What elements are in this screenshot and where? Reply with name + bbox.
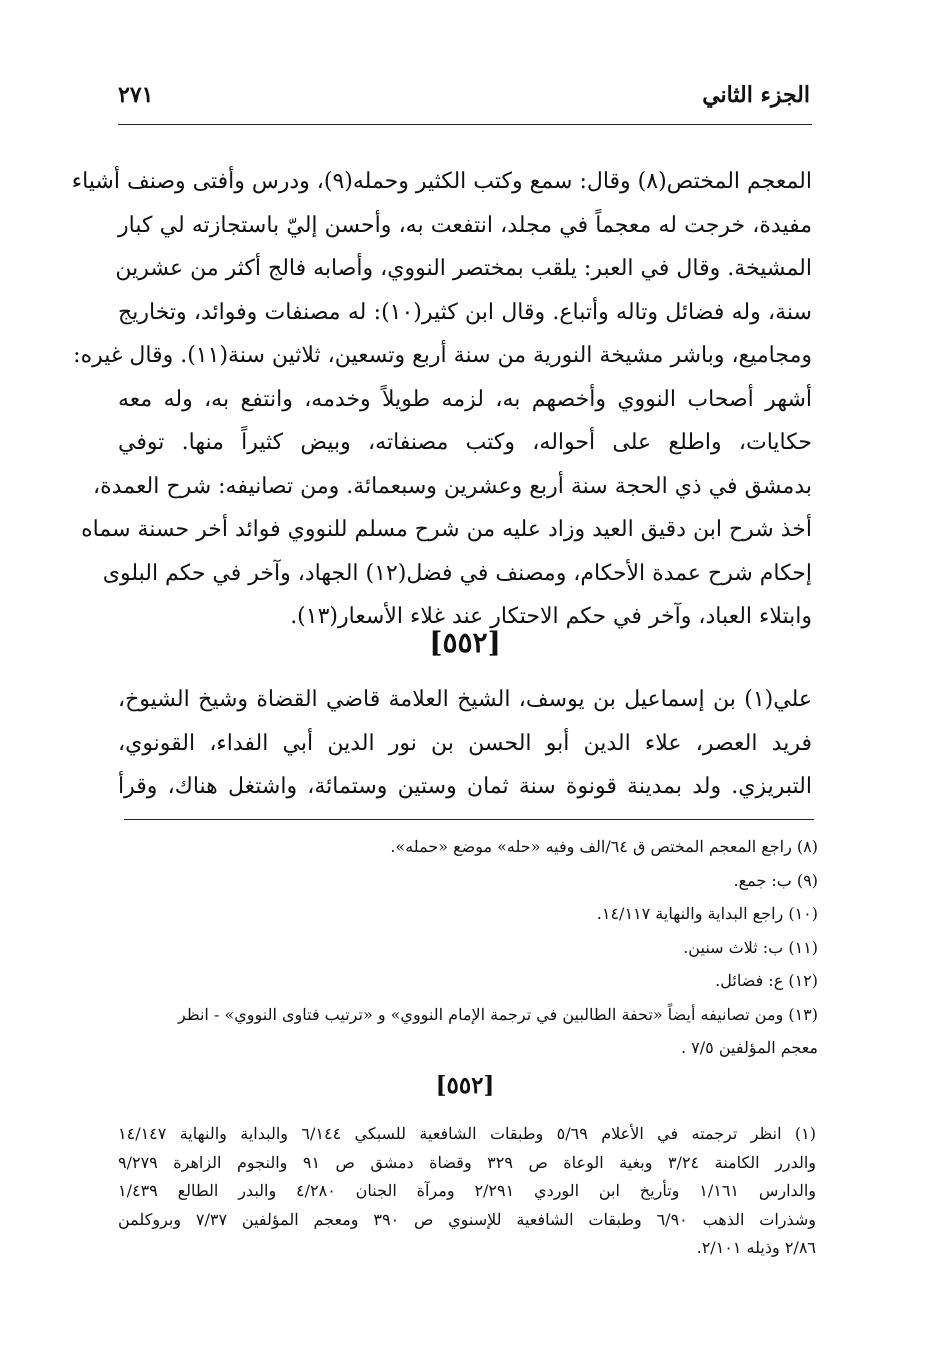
footnote: (١١) ب: ثلاث سنين. [683, 937, 818, 957]
main-text [71, 160, 812, 639]
reference-line: وشذرات الذهب ٦/٩٠ وطبقات الشافعية للإسنوي ص ٣٩٠ ومعجم المؤلفين ٧/٣٧ وبروكلمن [118, 1209, 817, 1229]
text-line: المشيخة. وقال في العبر: يلقب بمختصر النووي، وأصابه فالج أكثر من عشرين [115, 256, 812, 281]
footnotes [118, 830, 818, 1065]
reference-line: والدرر الكامنة ٣/٢٤ وبغية الوعاة ص ٣٢٩ وقضاة دمشق ص ٩١ والنجوم الزاهرة ٩/٢٧٩ [118, 1152, 817, 1172]
text-line: مفيدة، خرجت له معجماً في مجلد، انتفعت به، وأحسن إليّ باستجازته لي كبار [118, 212, 812, 238]
footnote: (١٠) راجع البداية والنهاية ١٤/١١٧. [596, 904, 818, 923]
text-line: المعجم المختص(٨) وقال: سمع وكتب الكثير وحمله(٩)، ودرس وأفتى وصنف أشياء [71, 169, 812, 194]
footnote: (٨) راجع المعجم المختص ق ٦٤/الف وفيه «حله» موضع «حمله». [390, 837, 818, 856]
text-line: أخذ شرح ابن دقيق العيد وزاد عليه من شرح مسلم للنووي فوائد أخر حسنة سماه [81, 517, 812, 542]
text-line: حكايات، واطلع على أحواله، وكتب مصنفاته، وبيض كثيراً منها. توفي [118, 430, 812, 455]
reference-line: (١) انظر ترجمته في الأعلام ٥/٦٩ وطبقات الشافعية للسبكي ٦/١٤٤ والبداية والنهاية ١٤/١٤٧ [118, 1124, 817, 1143]
footnote-entry-number: [٥٥٢] [435, 1072, 495, 1099]
entry-number: [٥٥٢] [429, 626, 501, 659]
text-line: ومجاميع، وباشر مشيخة النورية من سنة أربع وتسعين، ثلاثين سنة(١١). وقال غيره: [73, 343, 812, 368]
header-rule [118, 124, 812, 125]
text-line: أشهر أصحاب النووي وأخصهم به، لزمه طويلاً وخدمه، وانتفع به، وله معه [118, 386, 812, 412]
entry-references [118, 1120, 816, 1263]
running-header [118, 82, 810, 122]
text-line: إحكام شرح عمدة الأحكام، ومصنف في فضل(١٢) الجهاد، وآخر في حكم البلوى [102, 560, 812, 586]
footnote: (١٣) ومن تصانيفه أيضاً «تحفة الطالبين في ترجمة الإمام النووي» و «ترتيب فتاوى النووي» - انظر [178, 1004, 818, 1024]
page-number: ٢٧١ [118, 82, 154, 108]
reference-line: والدارس ١/١٦١ وتأريخ ابن الوردي ٢/٢٩١ ومرآة الجنان ٤/٢٨٠ والبدر الطالع ١/٤٣٩ [118, 1181, 817, 1200]
footnote-rule [124, 819, 814, 820]
entry-text [118, 678, 812, 809]
text-line: فريد العصر، علاء الدين أبو الحسن بن نور الدين أبي الفداء، القونوي، [118, 730, 812, 756]
footnote: معجم المؤلفين ٧/٥ . [681, 1038, 818, 1057]
text-line: علي(١) بن إسماعيل بن يوسف، الشيخ العلامة قاضي القضاة وشيخ الشيوخ، [118, 687, 812, 712]
text-line: بدمشق في ذي الحجة سنة أربع وعشرين وسبعمائة. ومن تصانيفه: شرح العمدة، [93, 473, 812, 499]
text-line: التبريزي. ولد بمدينة قونوة سنة ثمان وستين وستمائة، واشتغل هناك، وقرأ [118, 774, 812, 799]
reference-line: ٢/٨٦ وذيله ٢/١٠١. [696, 1238, 816, 1257]
footnote: (١٢) ع: فضائل. [715, 971, 818, 990]
part-title: الجزء الثاني [702, 82, 810, 108]
text-line: وابتلاء العباد، وآخر في حكم الاحتكار عند غلاء الأسعار(١٣). [290, 604, 812, 629]
text-line: سنة، وله فضائل وتاله وأتباع. وقال ابن كثير(١٠): له مصنفات وفوائد، وتخاريج [118, 299, 812, 325]
footnote: (٩) ب: جمع. [733, 870, 818, 890]
